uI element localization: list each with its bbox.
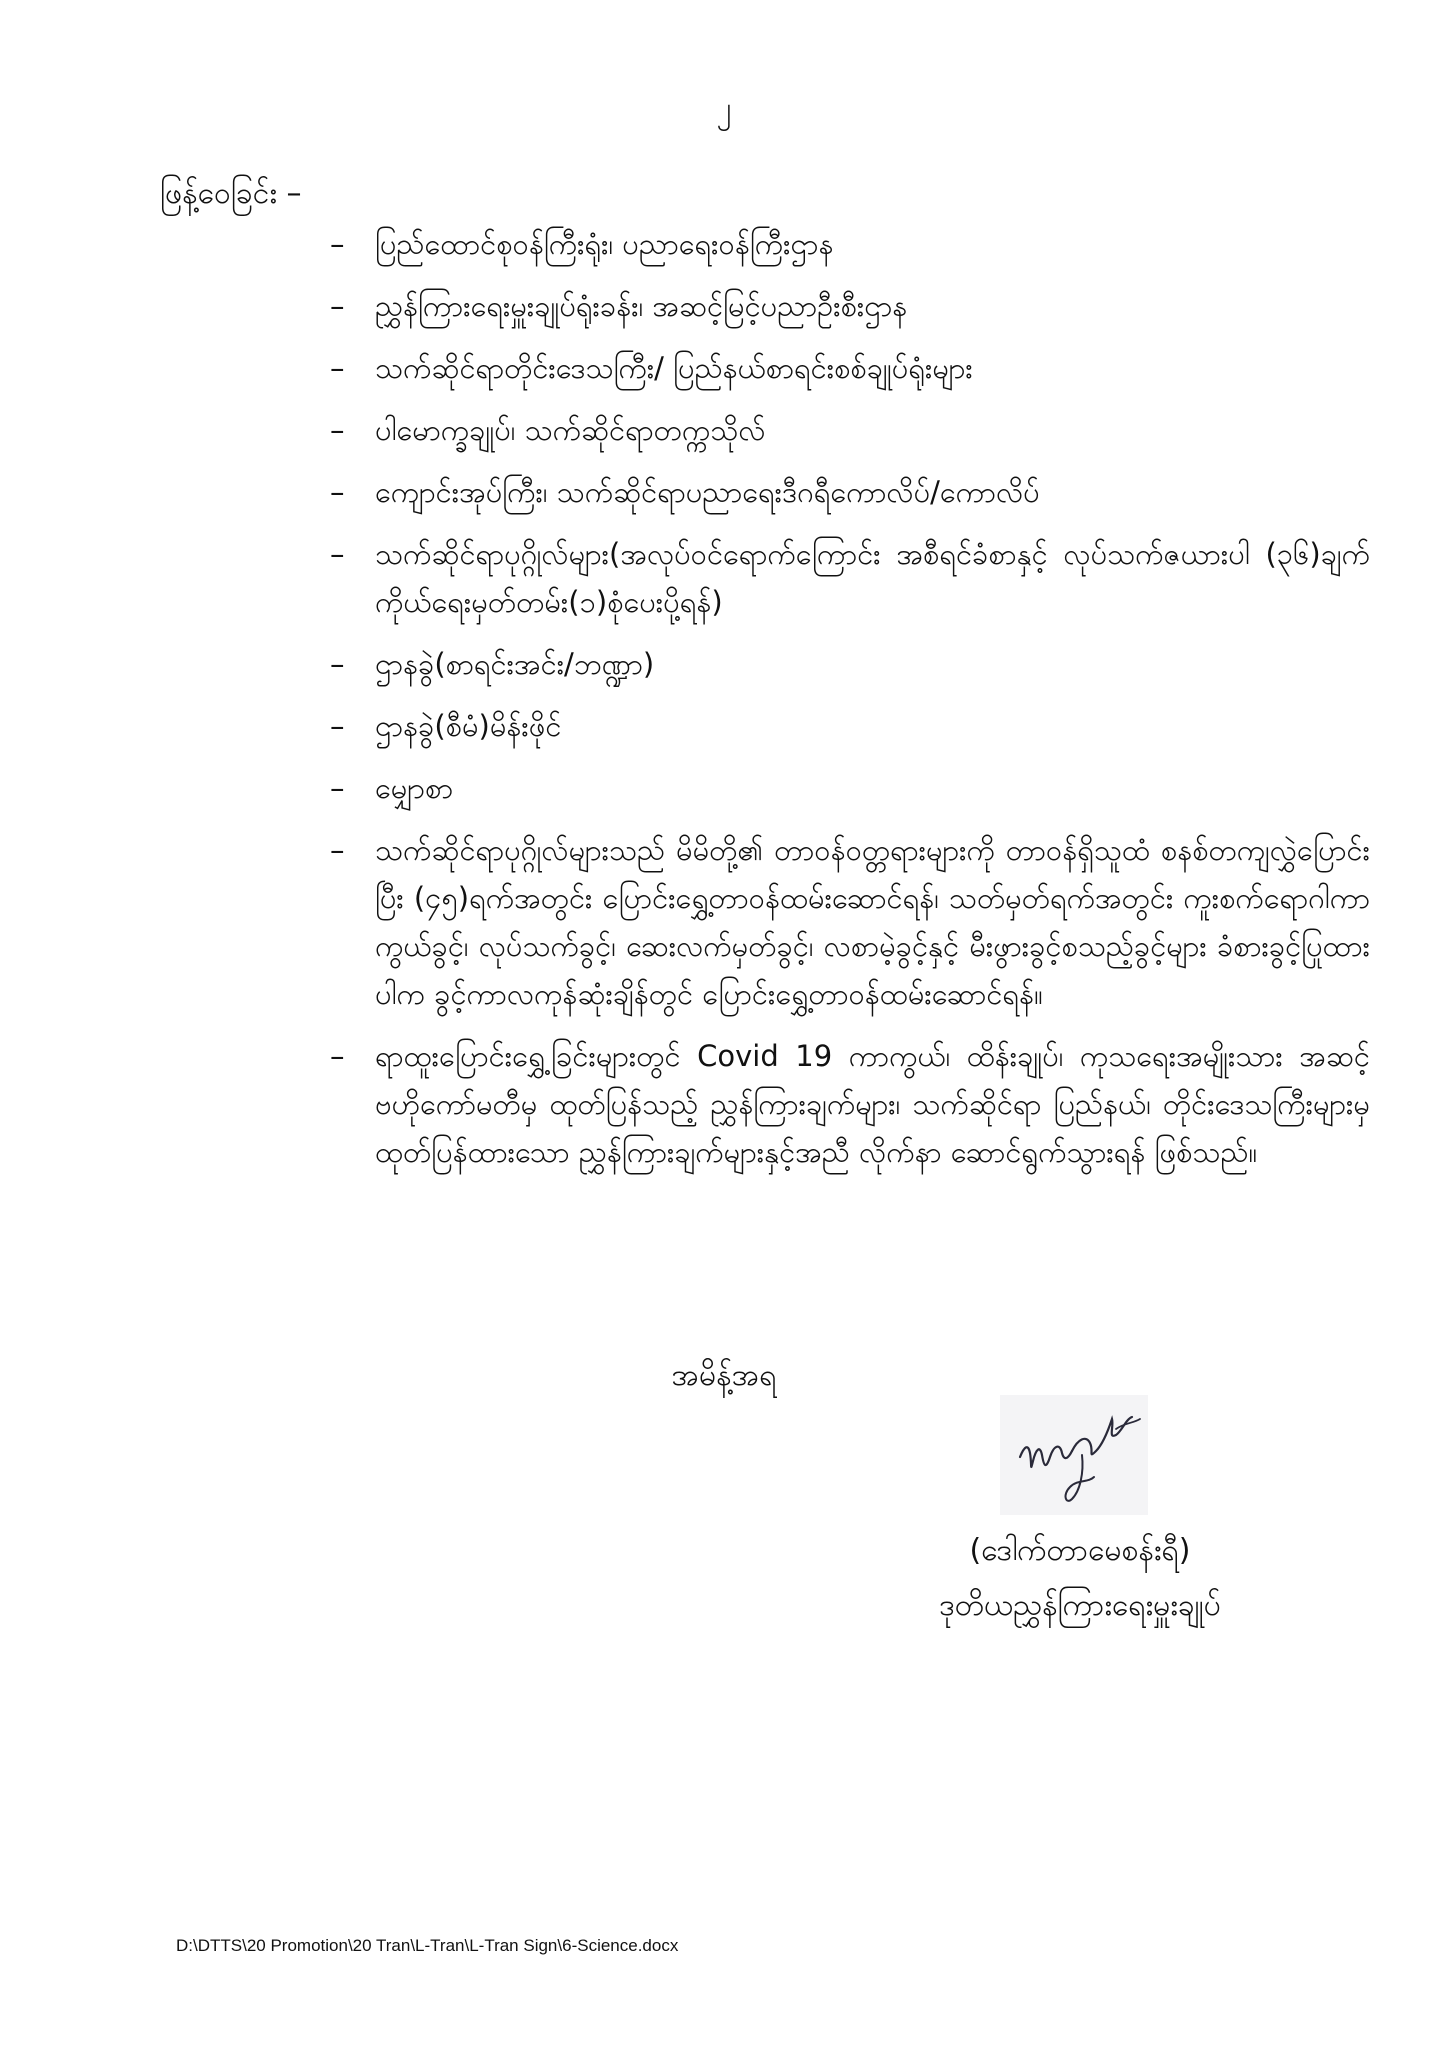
page-number: ၂ bbox=[716, 91, 732, 126]
list-dash: – bbox=[330, 771, 345, 805]
distribution-item bbox=[330, 220, 1370, 268]
distribution-item-text: သက်ဆိုင်ရာတိုင်းဒေသကြီး/ ပြည်နယ်စာရင်းစစ်ချုပ်ရုံးများ bbox=[375, 351, 973, 385]
list-dash: – bbox=[330, 413, 345, 447]
signer-title: ဒုတိယညွှန်ကြားရေးမှူးချုပ် bbox=[939, 1588, 1221, 1623]
distribution-item-text: ညွှန်ကြားရေးမှူးချုပ်ရုံးခန်း၊ အဆင့်မြင့်ပညာဦးစီးဌာန bbox=[375, 289, 908, 323]
distribution-item-text: သက်ဆိုင်ရာပုဂ္ဂိုလ်များသည် မိမိတို့၏ တာဝန်ဝတ္တရားများကို တာဝန်ရှိသူထံ စနစ်တကျလွှဲပြောင်းပြီး (၄၅)ရက်အတွင်း ပြောင်းရွှေ့တာဝန်ထမ်းဆောင်ရန်၊ သတ်မှတ်ရက်အတွင်း ကူးစက်ရောဂါကာကွယ်ခွင့်၊ လုပ်သက်ခွင့်၊ ဆေးလက်မှတ်ခွင့်၊ လစာမဲ့ခွင့်နှင့် မီးဖွားခွင့်စသည့်ခွင့်များ ခံစားခွင့်ပြုထားပါက ခွင့်ကာလကုန်ဆုံးချိန်တွင် ပြောင်းရွှေ့တာဝန်ထမ်းဆောင်ရန်။ bbox=[375, 833, 1370, 1011]
distribution-heading: ဖြန့်ဝေခြင်း – bbox=[160, 176, 302, 211]
distribution-item-text: သက်ဆိုင်ရာပုဂ္ဂိုလ်များ(အလုပ်ဝင်ရောက်ကြောင်း အစီရင်ခံစာနှင့် လုပ်သက်ဇယားပါ (၃၆)ချက်ကိုယ်ရေးမှတ်တမ်း(၁)စုံပေးပို့ရန်) bbox=[375, 537, 1370, 619]
file-path-footer: D:\DTTS\20 Promotion\20 Tran\L-Tran\L-Tran Sign\6-Science.docx bbox=[176, 1936, 679, 1955]
distribution-item bbox=[330, 344, 1370, 392]
distribution-item bbox=[330, 530, 1370, 626]
distribution-item bbox=[330, 764, 1370, 812]
distribution-item bbox=[330, 1032, 1370, 1176]
distribution-item-text: ပါမောက္ခချုပ်၊ သက်ဆိုင်ရာတက္ကသိုလ် bbox=[375, 413, 766, 447]
closing-phrase: အမိန့်အရ bbox=[671, 1358, 777, 1393]
signer-name: (ဒေါက်တာမေစန်းရီ) bbox=[969, 1533, 1191, 1568]
distribution-item-text: ဌာနခွဲ(စီမံ)မိန်းဖိုင် bbox=[375, 709, 562, 743]
list-dash: – bbox=[330, 709, 345, 743]
list-dash: – bbox=[330, 537, 345, 571]
distribution-item bbox=[330, 282, 1370, 330]
list-dash: – bbox=[330, 475, 345, 509]
list-dash: – bbox=[330, 227, 345, 261]
list-dash: – bbox=[330, 647, 345, 681]
distribution-item bbox=[330, 826, 1370, 1018]
list-dash: – bbox=[330, 351, 345, 385]
distribution-item bbox=[330, 468, 1370, 516]
handwritten-signature bbox=[1000, 1395, 1148, 1515]
distribution-item-text: ရာထူးပြောင်းရွှေ့ခြင်းများတွင် Covid 19 ကာကွယ်၊ ထိန်းချုပ်၊ ကုသရေးအမျိုးသား အဆင့်ဗဟိုကော်မတီမှ ထုတ်ပြန်သည့် ညွှန်ကြားချက်များ၊ သက်ဆိုင်ရာ ပြည်နယ်၊ တိုင်းဒေသကြီးများမှ ထုတ်ပြန်ထားသော ညွှန်ကြားချက်များနှင့်အညီ လိုက်နာ ဆောင်ရွက်သွားရန် ဖြစ်သည်။ bbox=[375, 1039, 1370, 1169]
list-dash: – bbox=[330, 289, 345, 323]
distribution-item-text: ဌာနခွဲ(စာရင်းအင်း/ဘဏ္ဍာ) bbox=[375, 647, 655, 681]
signature-image bbox=[1000, 1395, 1148, 1515]
distribution-item bbox=[330, 640, 1370, 688]
distribution-item-text: ပြည်ထောင်စုဝန်ကြီးရုံး၊ ပညာရေးဝန်ကြီးဌာန bbox=[375, 227, 834, 261]
distribution-item-text: မျှောစာ bbox=[375, 771, 454, 805]
distribution-item-text: ကျောင်းအုပ်ကြီး၊ သက်ဆိုင်ရာပညာရေးဒီဂရီကောလိပ်/ကောလိပ် bbox=[375, 475, 1040, 509]
distribution-item bbox=[330, 702, 1370, 750]
list-dash: – bbox=[330, 1039, 345, 1073]
distribution-list bbox=[330, 220, 1370, 1190]
list-dash: – bbox=[330, 833, 345, 867]
distribution-item bbox=[330, 406, 1370, 454]
